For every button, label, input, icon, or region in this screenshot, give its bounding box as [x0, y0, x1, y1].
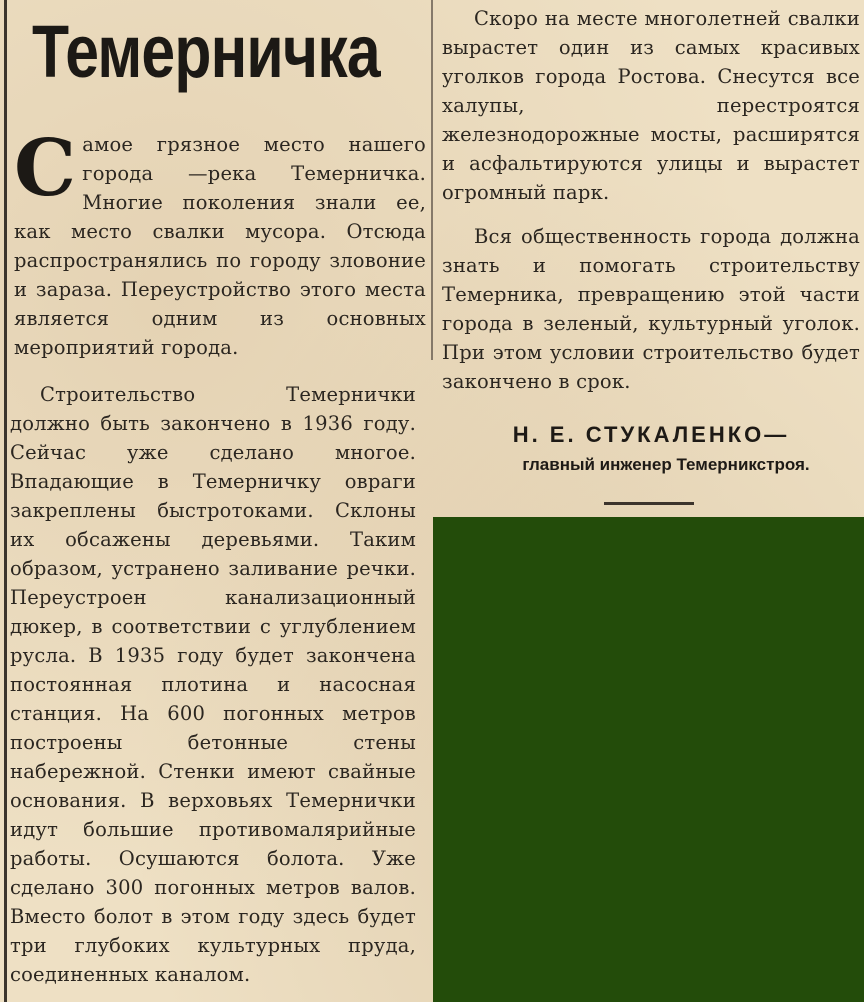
- paragraph-public: Вся общественность города должна знать и помогать строительству Темерника, превращению этой части города в зеленый, культурный уголок. При этом условии строительство будет закончено в срок.: [442, 225, 860, 393]
- author-name: Н. Е. СТУКАЛЕНКО—: [512, 422, 790, 447]
- article-body-left: [10, 380, 416, 989]
- article-intro: [14, 123, 426, 362]
- author-role: главный инженер Темерникстроя.: [522, 455, 810, 474]
- column-rule-middle: [431, 0, 433, 360]
- drop-cap: С: [14, 123, 77, 214]
- byline: [442, 420, 860, 480]
- paragraph-future: Скоро на месте многолетней свалки вырастет один из самых красивых уголков города Ростова. Снесутся все халупы, перестроятся железнодорожные мосты, расширятся и асфальтируются улицы и вырастет огромный парк.: [442, 7, 860, 204]
- paragraph-construction: Строительство Темернички должно быть закончено в 1936 году. Сейчас уже сделано многое. Впадающие в Темерничку овраги закреплены быстротоками. Склоны их обсажены деревьями. Таким образом, устранено заливание речки. Переустроен канализационный дюкер, в соответствии с углублением русла. В 1935 году будет закончена постоянная плотина и насосная станция. На 600 погонных метров построены бетонные стены набережной. Стенки имеют свайные основания. В верховьях Темернички идут большие противомалярийные работы. Осушаются болота. Уже сделано 300 погонных метров валов. Вместо болот в этом году здесь будет три глубоких культурных пруда, соединенных каналом.: [10, 383, 416, 986]
- article-title: Темерничка: [32, 10, 380, 93]
- intro-text: амое грязное место нашего города —река Темерничка. Многие поколения знали ее, как место свалки мусора. Отсюда распространялись по городу зловоние и зараза. Переустройство этого места является одним из основных мероприятий города.: [14, 133, 426, 359]
- article-body-right: [442, 4, 860, 396]
- green-overlay-block: [433, 517, 864, 1002]
- column-rule-left: [4, 0, 7, 1002]
- end-rule: [604, 502, 694, 505]
